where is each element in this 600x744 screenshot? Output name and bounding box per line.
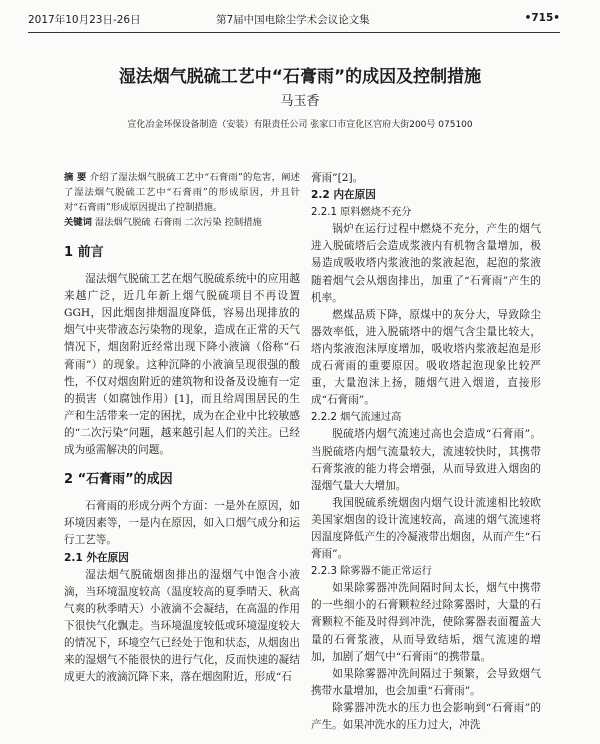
section-2-2-3-paragraph-1: 如果除雾器冲洗间隔时间太长，烟气中携带的一些细小的石膏颗粒经过除雾器时，大量的石膏颗粒不能及时得到冲洗，使除雾器表面覆盖大量的石膏浆液，从而导致结垢，烟气流速的增加，加剧了烟气中“石膏雨”的携带量。 <box>311 582 541 663</box>
section-2-2-3-heading: 2.2.3 除雾器不能正常运行 <box>311 566 432 578</box>
section-2-2-1-heading: 2.2.1 原料燃烧不充分 <box>311 207 412 219</box>
section-2-intro: 石膏雨的形成分两个方面：一是外在原因，如环境因素等，一是内在原因，如入口烟气成分和运行工艺等。 <box>64 500 300 547</box>
paper-title: 湿法烟气脱硫工艺中“石膏雨”的成因及控制措施 <box>118 67 482 87</box>
section-2-2-2-heading: 2.2.2 烟气流速过高 <box>311 412 402 424</box>
header-rule <box>28 32 560 33</box>
header-page-number: •715• <box>524 12 560 24</box>
header-proceedings: 第7届中国电除尘学术会议论文集 <box>216 14 370 26</box>
keywords-text: 湿法烟气脱硫 石膏雨 二次污染 控制措施 <box>94 217 262 228</box>
abstract-label: 摘 要 <box>64 172 87 183</box>
abstract-block <box>64 170 300 230</box>
section-2-2-1-paragraph-2: 燃煤品质下降，原煤中的灰分大，导致除尘器效率低，进入脱硫塔中的烟气含尘量比较大，塔内浆液泡沫厚度增加，吸收塔内浆液起泡是形成石膏雨的重要原因。吸收塔起泡现象比较严重，大量泡沫上扬，随烟气进入烟道，直接形成“石膏雨”。 <box>311 308 541 407</box>
section-2-2-2-paragraph-2: 我国脱硫系统烟囱内烟气设计流速相比较欧美国家烟囱的设计流速较高，高速的烟气流速将因温度降低产生的冷凝液带出烟囱，从而产生“石膏雨”。 <box>311 496 541 561</box>
section-2-2-3-paragraph-3: 除雾器冲洗水的压力也会影响到“石膏雨”的产生。如果冲洗水的压力过大，冲洗 <box>311 701 541 731</box>
keywords <box>64 215 300 230</box>
section-2-1-continued: 膏雨”[2]。 <box>311 172 364 184</box>
affiliation: 宣化冶金环保设备制造（安装）有限责任公司 张家口市宣化区宫府大街200号 075100 <box>127 120 473 130</box>
abstract <box>64 170 300 215</box>
abstract-text: 介绍了湿法烟气脱硫工艺中“石膏雨”的危害，阐述了湿法烟气脱硫工艺中“石膏雨”的形成原因，并且针对“石膏雨”形成原因提出了控制措施。 <box>64 172 300 213</box>
section-2-2-3-paragraph-2: 如果除雾器冲洗间隔过于频繁，会导致烟气携带水量增加，也会加重“石膏雨”。 <box>311 667 541 697</box>
section-2-2-heading: 2.2 内在原因 <box>311 189 376 202</box>
section-1-paragraph: 湿法烟气脱硫工艺在烟气脱硫系统中的应用越来越广泛，近几年新上烟气脱硫项目不再设置GGH，因此烟囱排烟温度降低，容易出现排放的烟气中夹带液态污染物的现象，造成在正常的天气情况下，烟囱附近经常出现下降小液滴（俗称“石膏雨”）的现象。这种沉降的小液滴呈现很强的酸性，不仅对烟囱附近的建筑物和设备及设施有一定的损害（如腐蚀作用）[1]，而且给周围居民的生产和生活带来一定的困扰，成为在企业中比较敏感的“二次污染”问题，越来越引起人们的关注。已经成为亟需解决的问题。 <box>64 273 300 457</box>
keywords-label: 关键词 <box>64 217 92 228</box>
header-date: 2017年10月23日-26日 <box>28 14 141 26</box>
section-2-2-1-paragraph-1: 锅炉在运行过程中燃烧不充分，产生的烟气进入脱硫塔后会造成浆液内有机物含量增加，极易造成吸收塔内浆液池的浆液起泡，起泡的浆液随着烟气会从烟囱排出，加重了“石膏雨”产生的机率。 <box>311 223 541 304</box>
section-2-2-2-paragraph-1: 脱硫塔内烟气流速过高也会造成“石膏雨”。当脱硫塔内烟气流量较大，流速较快时，其携带石膏浆液的能力将会增强，从而导致进入烟囱的湿烟气量大大增加。 <box>311 428 541 492</box>
section-1-heading: 1 前言 <box>64 245 104 260</box>
left-column <box>64 170 300 686</box>
section-2-1-heading: 2.1 外在原因 <box>64 551 129 564</box>
author: 马玉香 <box>280 94 320 109</box>
section-2-heading: 2 “石膏雨”的成因 <box>64 472 173 488</box>
section-2-1-paragraph: 湿法烟气脱硫烟囱排出的湿烟气中饱含小液滴，当环境温度较高（温度较高的夏季晴天、秋高气爽的秋季晴天）小液滴不会凝结，在高温的作用下很快气化飘走。当环境温度较低或环境湿度较大的情况下，环境空气已经处于饱和状态，从烟囱出来的湿烟气不能很快的进行气化，反而快速的凝结成更大的液滴沉降下来，落在烟囱附近，形成“石 <box>64 568 300 684</box>
running-header <box>28 8 560 28</box>
right-column <box>311 170 541 734</box>
